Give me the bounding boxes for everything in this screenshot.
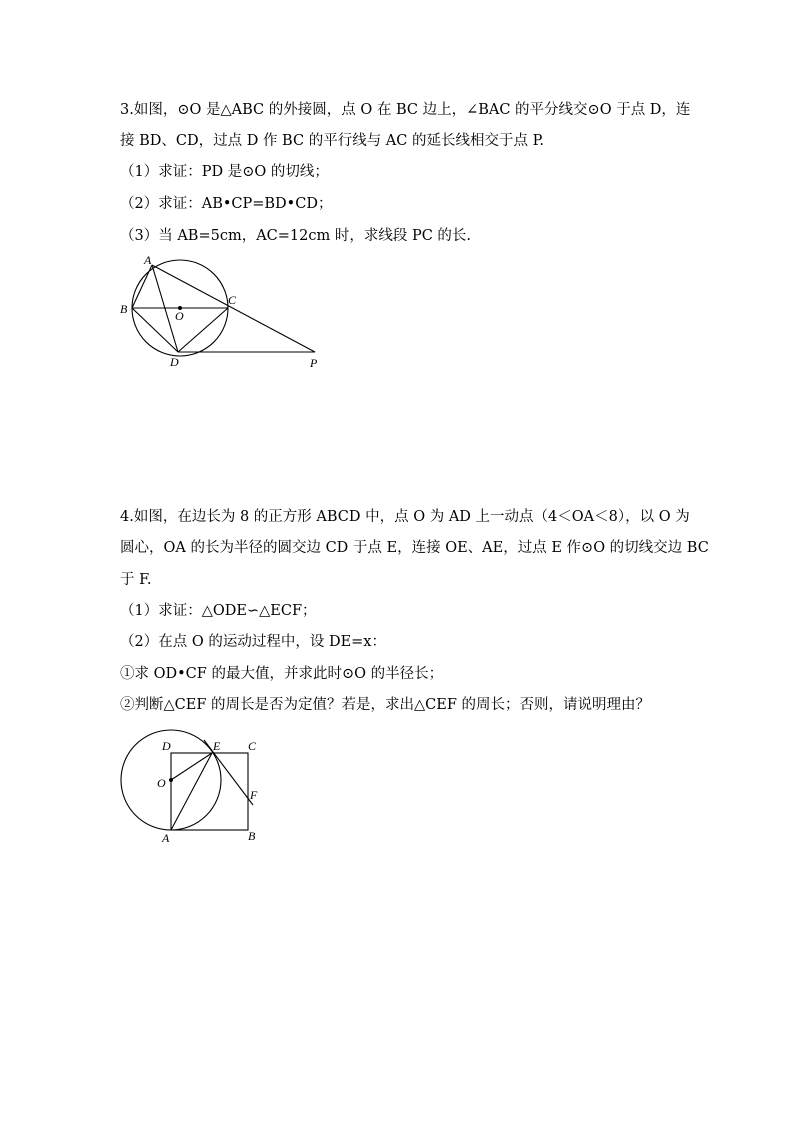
label-f: F (250, 788, 258, 802)
problem3-question-1: （1）求证：PD 是⊙O 的切线； (120, 164, 329, 180)
label-c: C (228, 293, 237, 307)
problem4-question-2b: ②判断△CEF 的周长是否为定值？若是，求出△CEF 的周长；否则，请说明理由？ (120, 697, 650, 713)
center-point-o (169, 778, 173, 782)
label-d: D (162, 739, 171, 753)
label-e: E (213, 739, 221, 753)
label-b: B (248, 829, 256, 843)
segment-ae (171, 753, 212, 830)
segment-ab (132, 265, 152, 308)
problem4-question-2: （2）在点 O 的运动过程中，设 DE=x： (120, 634, 386, 650)
problem3-statement-line1: 3.如图，⊙O 是△ABC 的外接圆，点 O 在 BC 边上，∠BAC 的平分线交⊙O 于点 D，连 (120, 102, 691, 118)
label-p: P (310, 356, 318, 370)
problem4-question-2a: ①求 OD•CF 的最大值，并求此时⊙O 的半径长； (120, 666, 444, 682)
label-a: A (144, 253, 152, 267)
problem3-question-2: （2）求证：AB•CP=BD•CD； (120, 196, 333, 212)
label-d: D (170, 355, 179, 369)
label-c: C (248, 739, 257, 753)
label-b: B (120, 302, 128, 316)
problem4-question-1: （1）求证：△ODE∽△ECF； (120, 603, 317, 619)
problem3-question-3: （3）当 AB=5cm，AC=12cm 时，求线段 PC 的长. (120, 228, 472, 244)
problem3-statement-line2: 接 BD、CD，过点 D 作 BC 的平行线与 AC 的延长线相交于点 P. (120, 133, 545, 149)
segment-cd (178, 308, 228, 352)
segment-oe (171, 753, 212, 780)
problem4-statement-line1: 4.如图，在边长为 8 的正方形 ABCD 中，点 O 为 AD 上一动点（4＜OA＜8），以 O 为 (120, 509, 690, 525)
square-abcd (171, 753, 248, 830)
label-o: O (157, 776, 166, 790)
problem4-figure (110, 725, 280, 850)
problem4-statement-line2: 圆心，OA 的长为半径的圆交边 CD 于点 E，连接 OE、AE，过点 E 作⊙O 的切线交边 BC (120, 540, 709, 556)
label-o: O (175, 309, 184, 323)
tangent-line-ef (204, 740, 253, 805)
problem4-statement-line3: 于 F. (120, 572, 152, 588)
problem3-figure (110, 250, 340, 375)
label-a: A (162, 831, 170, 845)
